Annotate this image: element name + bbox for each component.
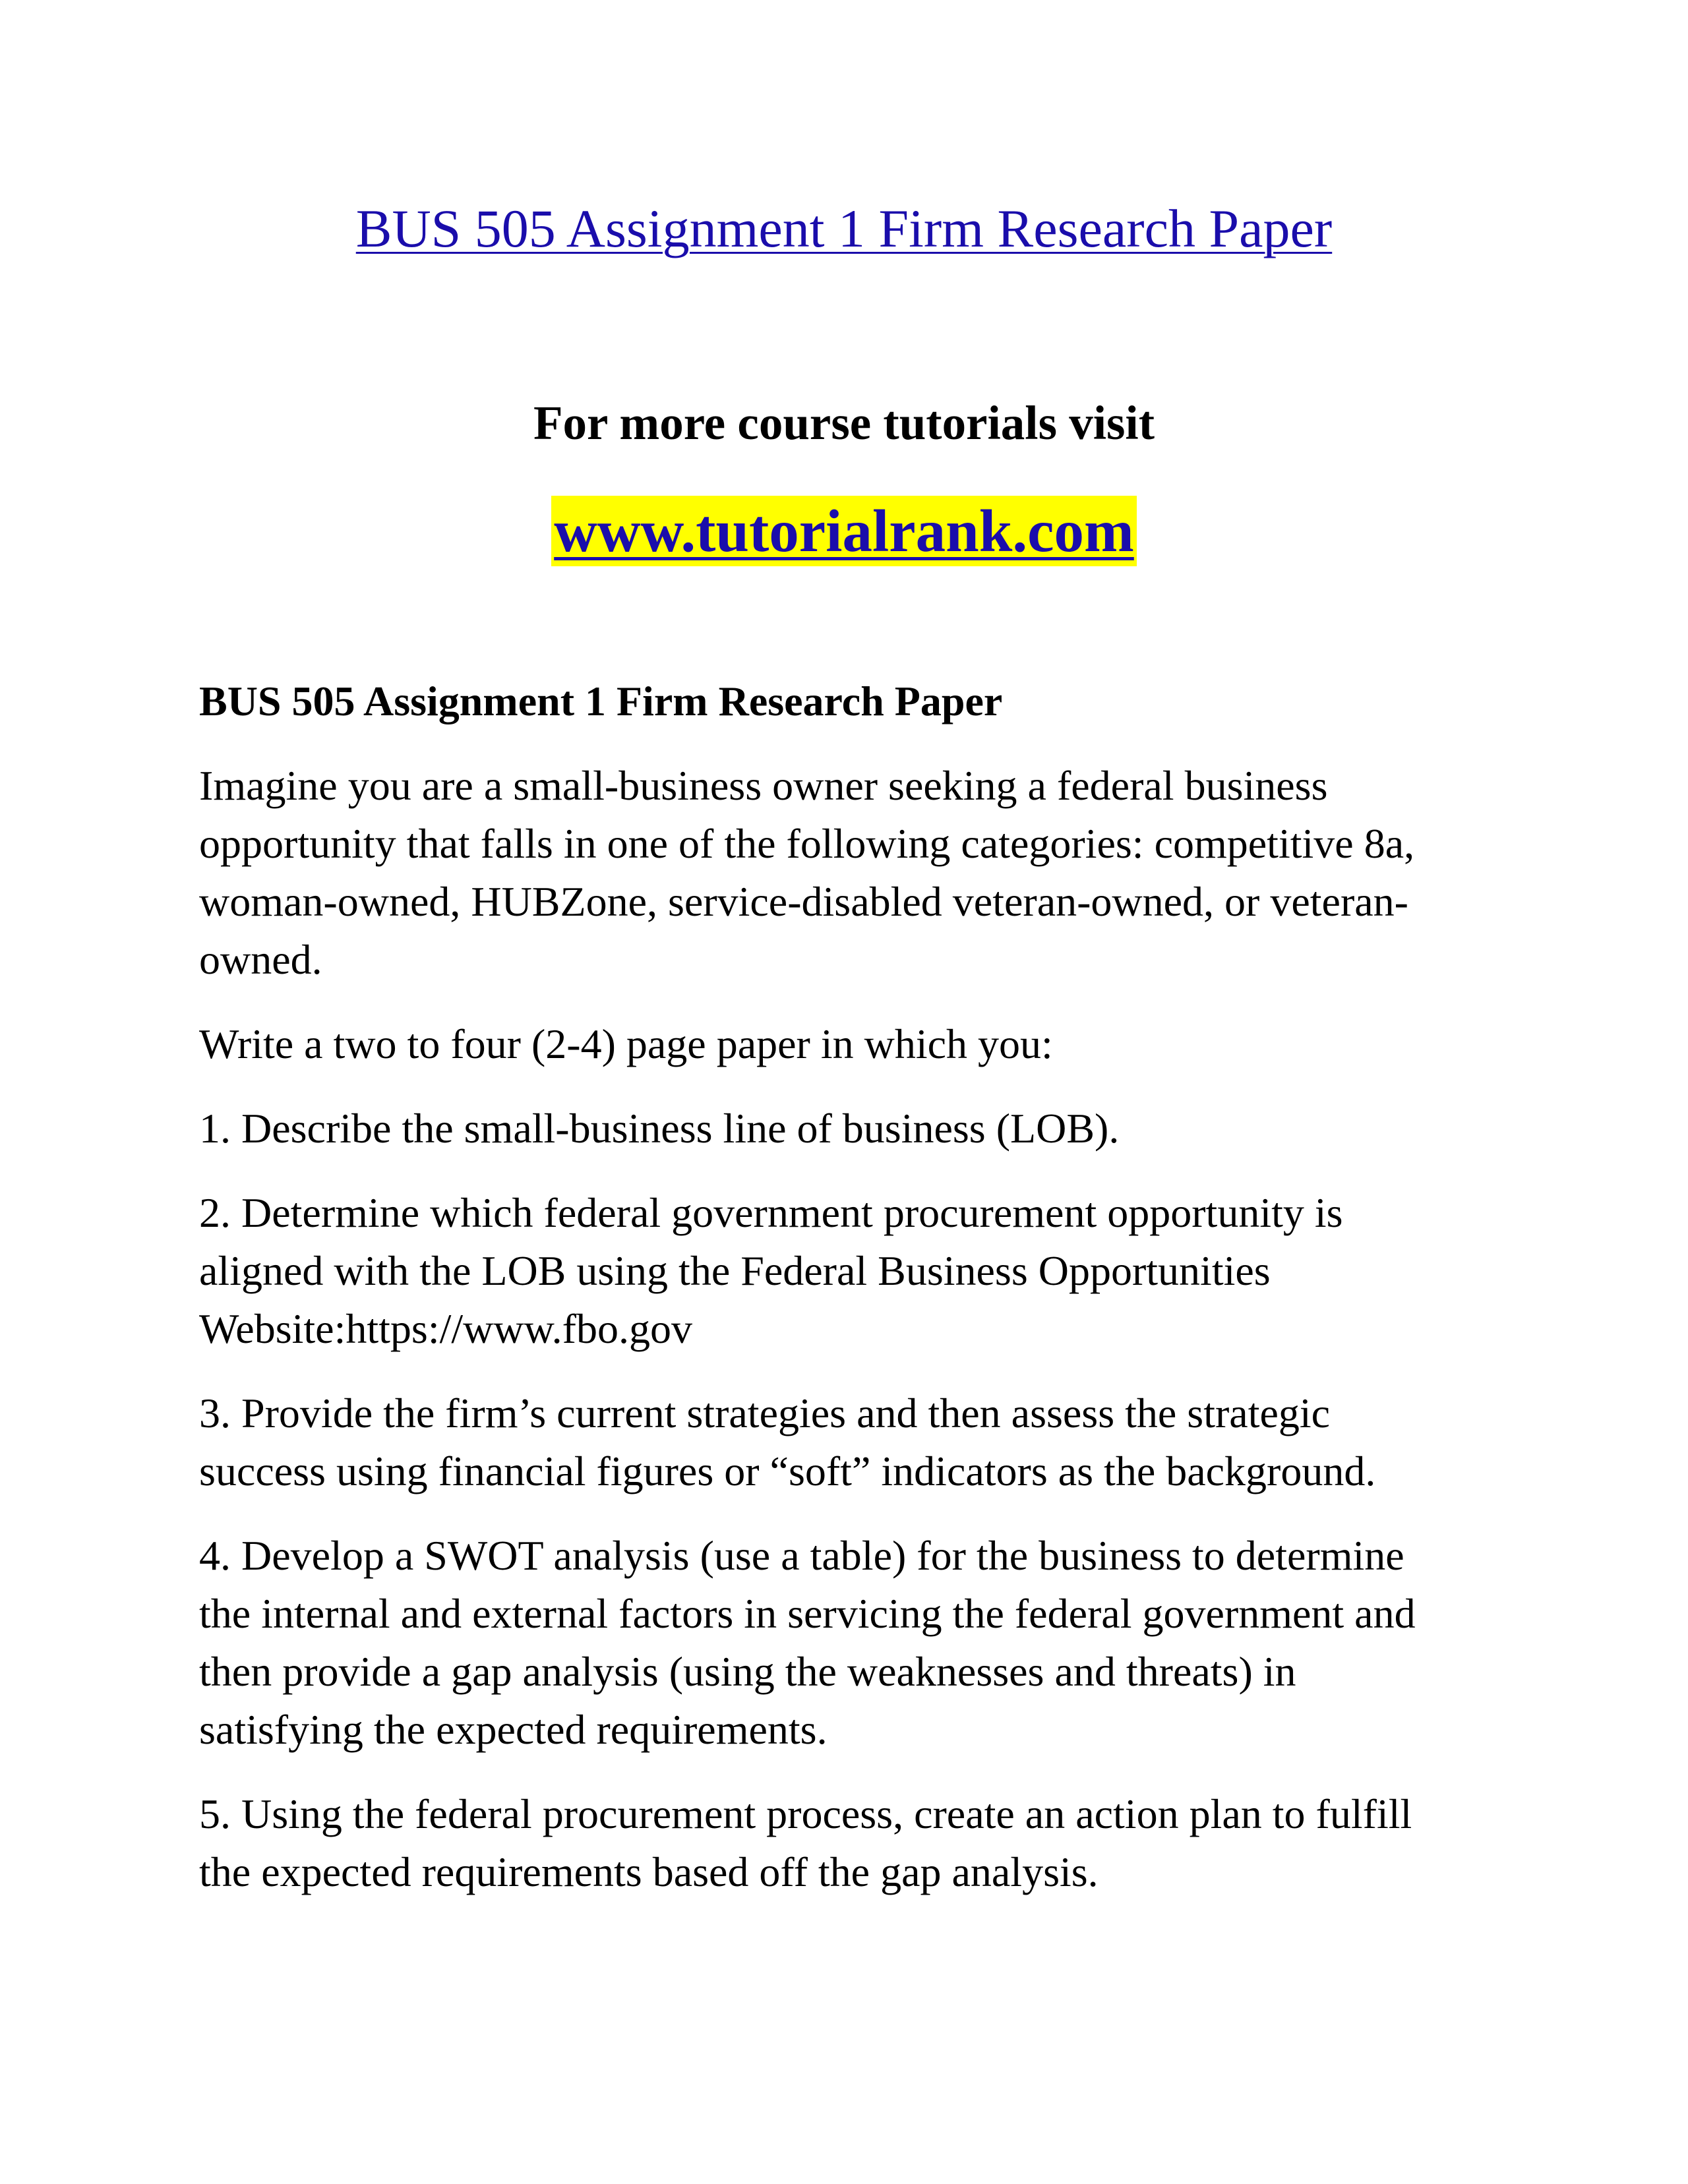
intro-line: Imagine you are a small-business owner seeking a federal business bbox=[199, 762, 1328, 809]
list-item-line: the internal and external factors in servicing the federal government and bbox=[199, 1590, 1416, 1637]
list-item-line: 1. Describe the small-business line of business (LOB). bbox=[199, 1105, 1120, 1152]
instruction-line: Write a two to four (2-4) page paper in which you: bbox=[199, 1020, 1053, 1067]
intro-line: opportunity that falls in one of the following categories: competitive 8a, bbox=[199, 820, 1415, 867]
list-item-line: satisfying the expected requirements. bbox=[199, 1706, 828, 1753]
list-item-line: then provide a gap analysis (using the weaknesses and threats) in bbox=[199, 1648, 1296, 1695]
site-link[interactable]: www.tutorialrank.com bbox=[551, 496, 1137, 566]
instruction-paragraph bbox=[199, 1015, 1505, 1073]
site-link-container bbox=[0, 496, 1688, 566]
list-item-1 bbox=[199, 1100, 1505, 1158]
intro-line: woman-owned, HUBZone, service-disabled veteran-owned, or veteran- bbox=[199, 878, 1408, 925]
list-item-line: 4. Develop a SWOT analysis (use a table) for the business to determine bbox=[199, 1532, 1404, 1579]
document-body bbox=[199, 672, 1505, 1928]
intro-line: owned. bbox=[199, 936, 322, 983]
list-item-line: success using financial figures or “soft” indicators as the background. bbox=[199, 1448, 1376, 1494]
title-link[interactable]: BUS 505 Assignment 1 Firm Research Paper bbox=[355, 198, 1333, 258]
document-heading: BUS 505 Assignment 1 Firm Research Paper bbox=[199, 678, 1003, 724]
intro-paragraph bbox=[199, 757, 1505, 989]
visit-text: For more course tutorials visit bbox=[533, 396, 1155, 450]
list-item-line: aligned with the LOB using the Federal Business Opportunities bbox=[199, 1247, 1271, 1294]
list-item-4 bbox=[199, 1527, 1505, 1759]
list-item-line: 3. Provide the firm’s current strategies and then assess the strategic bbox=[199, 1390, 1331, 1436]
list-item-line: the expected requirements based off the gap analysis. bbox=[199, 1848, 1099, 1895]
list-item-line: Website:https://www.fbo.gov bbox=[199, 1305, 692, 1352]
list-item-5 bbox=[199, 1785, 1505, 1901]
list-item-3 bbox=[199, 1384, 1505, 1500]
list-item-line: 5. Using the federal procurement process, create an action plan to fulfill bbox=[199, 1790, 1412, 1837]
list-item-line: 2. Determine which federal government procurement opportunity is bbox=[199, 1189, 1343, 1236]
list-item-2 bbox=[199, 1184, 1505, 1358]
